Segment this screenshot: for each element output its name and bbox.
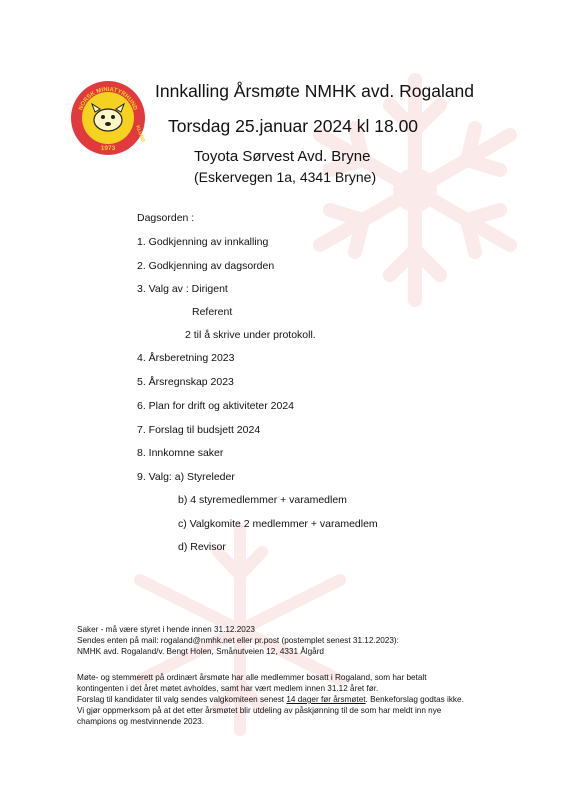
meeting-venue: Toyota Sørvest Avd. Bryne <box>194 148 371 165</box>
nomination-text: Forslag til kandidater til valg sendes valgkomiteen senest 14 dager før årsmøtet. Benkeforslag godtas ikke. <box>77 695 464 704</box>
agenda-subitem: 2 til å skrive under protokoll. <box>185 329 316 341</box>
voting-rights-text: Møte- og stemmerett på ordinært årsmøte har alle medlemmer bosatt i Rogaland, som har betalt <box>77 673 427 682</box>
deadline-note: Saker - må være styret i hende innen 31.12.2023 <box>77 625 255 634</box>
club-logo <box>70 80 146 156</box>
logo-side-text: KLUBB <box>134 124 146 144</box>
nomination-deadline: 14 dager før årsmøtet <box>286 695 366 704</box>
awards-text: champions og mestvinnende 2023. <box>77 717 204 726</box>
agenda-item: 1. Godkjenning av innkalling <box>137 236 269 248</box>
agenda-item: 4. Årsberetning 2023 <box>137 352 235 364</box>
agenda-heading: Dagsorden : <box>137 212 195 224</box>
agenda-item: 7. Forslag til budsjett 2024 <box>137 424 261 436</box>
logo-year: 1973 <box>100 145 116 152</box>
agenda-item: 8. Innkomne saker <box>137 447 224 459</box>
page-title: Innkalling Årsmøte NMHK avd. Rogaland <box>155 81 475 101</box>
awards-text: Vi gjør oppmerksom på at det etter årsmøtet blir utdeling av påskjønning til de som har meldt inn nye <box>77 706 442 715</box>
logo-top-text: NORSK MINIATYRHUND <box>78 86 138 112</box>
agenda-subitem: c) Valgkomite 2 medlemmer + varamedlem <box>178 518 378 530</box>
agenda-item: 3. Valg av : Dirigent <box>137 283 228 295</box>
agenda-item: 5. Årsregnskap 2023 <box>137 376 234 388</box>
agenda-subitem: Referent <box>192 306 233 318</box>
meeting-datetime: Torsdag 25.januar 2024 kl 18.00 <box>168 116 419 136</box>
agenda-subitem: d) Revisor <box>178 541 226 553</box>
agenda-subitem: b) 4 styremedlemmer + varamedlem <box>178 494 347 506</box>
postal-address: NMHK avd. Rogaland/v. Bengt Holen, Smånutveien 12, 4331 Ålgård <box>77 647 324 656</box>
meeting-address: (Eskervegen 1a, 4341 Bryne) <box>194 169 377 185</box>
submission-note: Sendes enten på mail: rogaland@nmhk.net eller pr.post (postemplet senest 31.12.2023): <box>77 636 399 645</box>
voting-rights-text: kontingenten i det året møtet avholdes, samt har vært medlem innen 31.12 året før. <box>77 684 379 693</box>
agenda-item: 6. Plan for drift og aktiviteter 2024 <box>137 400 295 412</box>
agenda-item: 2. Godkjenning av dagsorden <box>137 260 275 272</box>
agenda-item: 9. Valg: a) Styreleder <box>137 471 235 483</box>
